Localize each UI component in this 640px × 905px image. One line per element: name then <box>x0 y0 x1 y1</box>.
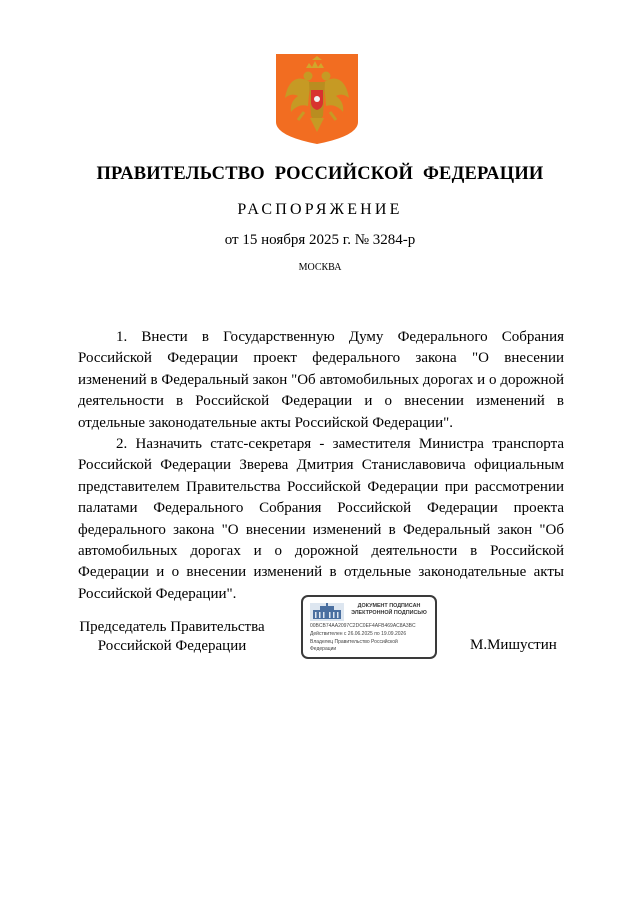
stamp-certificate: 00BCB74AA2097C2DC0EF4AFB469AC8A3BC <box>310 623 416 629</box>
coat-of-arms-icon <box>276 54 358 144</box>
stamp-title-line2: ЭЛЕКТРОННОЙ ПОДПИСЬЮ <box>351 609 427 616</box>
document-body <box>78 327 564 605</box>
signer-position-line1: Председатель Правительства <box>79 619 265 635</box>
government-title: ПРАВИТЕЛЬСТВО РОССИЙСКОЙ ФЕДЕРАЦИИ <box>96 164 544 184</box>
stamp-validity: Действителен с 26.06.2025 по 19.09.2026 <box>310 631 407 637</box>
signer-name: М.Мишустин <box>470 637 557 653</box>
electronic-signature-stamp <box>301 595 437 659</box>
document-date-number: от 15 ноября 2025 г. № 3284-р <box>224 232 416 248</box>
document-type: РАСПОРЯЖЕНИЕ <box>237 201 403 218</box>
stamp-owner-line1: Владелец Правительство Российской <box>310 639 398 645</box>
document-city: МОСКВА <box>298 262 342 273</box>
stamp-title-line1: ДОКУМЕНТ ПОДПИСАН <box>357 603 421 609</box>
stamp-title <box>343 603 435 617</box>
stamp-owner-line2: Федерации <box>310 646 337 652</box>
government-building-icon <box>310 603 344 621</box>
signer-position <box>70 618 274 656</box>
paragraph-1: 1. Внести в Государственную Думу Федерального Собрания Российской Федерации проект федерального закона "О внесении изменений в Федеральный закон "Об автомобильных дорогах и о дорожной деятельности в Российской Федерации и о внесении изменений в отдельные законодательные акты Российской Федерации". <box>78 329 564 431</box>
paragraph-2: 2. Назначить статс-секретаря - заместителя Министра транспорта Российской Федерации Зверева Дмитрия Станиславовича официальным представителем Правительства Российской Федерации при рассмотрении палатами Федерального Собрания Российской Федерации проекта федерального закона "О внесении изменений в Федеральный закон "Об автомобильных дорогах и о дорожной деятельности в Российской Федерации и о внесении изменений в отдельные законодательные акты Российской Федерации". <box>78 436 564 602</box>
signer-position-line2: Российской Федерации <box>97 638 247 654</box>
